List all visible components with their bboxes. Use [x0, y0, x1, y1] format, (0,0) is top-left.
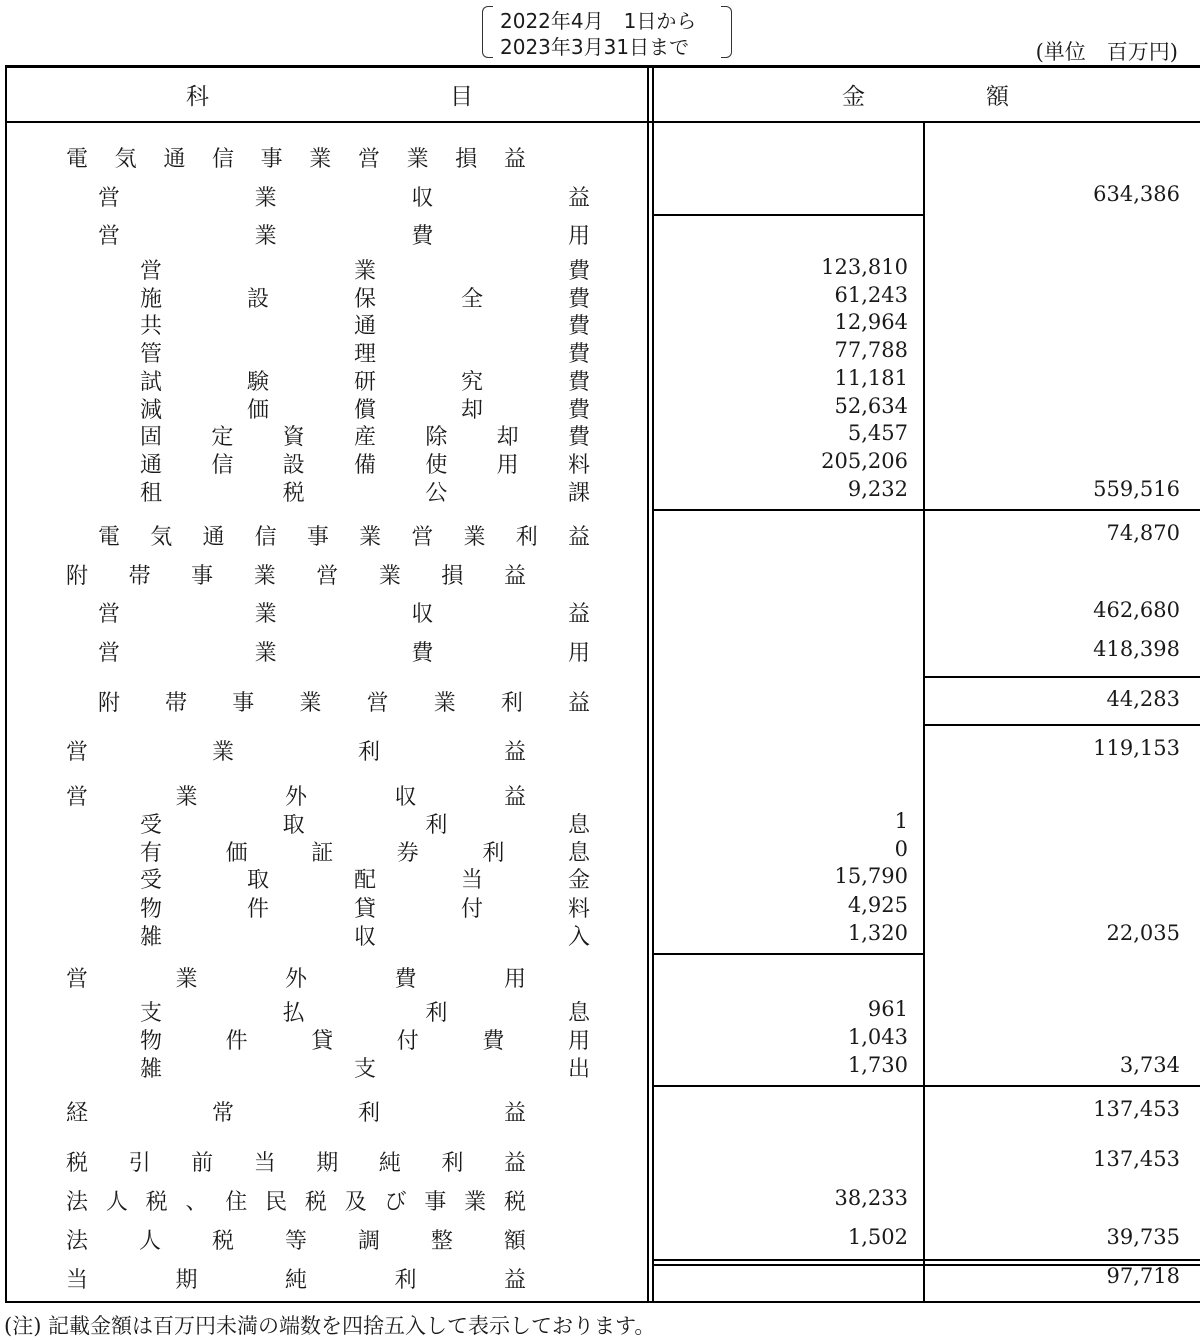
subtotal-rule [654, 1259, 1200, 1261]
row-label: 施 設 保 全 費 [140, 287, 590, 312]
row-amount-detail: 15,790 [834, 864, 908, 888]
row-label: 物 件 貸 付 費 用 [140, 1029, 590, 1054]
row-label: 租 税 公 課 [140, 481, 590, 506]
row-label: 雑 収 入 [140, 925, 590, 950]
row-label: 雑 支 出 [140, 1057, 590, 1082]
row-label: 附 帯 事 業 営 業 損 益 [66, 564, 526, 589]
row-amount-detail: 961 [867, 997, 908, 1021]
row-amount-detail: 52,634 [834, 394, 908, 418]
row-amount-detail: 77,788 [834, 338, 908, 362]
row-amount-detail: 12,964 [834, 310, 908, 334]
period-to: 2023年3月31日まで [500, 35, 690, 59]
row-label: 支 払 利 息 [140, 1001, 590, 1026]
header-amount-left: 金 [842, 84, 865, 110]
row-amount-total: 74,870 [1106, 521, 1180, 545]
column-divider [652, 65, 654, 1303]
period-from: 2022年4月 1日から [500, 9, 697, 33]
table-bottom-rule [5, 1301, 1200, 1303]
period-range [482, 4, 732, 60]
row-label: 営 業 外 費 用 [66, 967, 526, 992]
row-label: 通 信 設 備 使 用 料 [140, 453, 590, 478]
header-subject-right: 目 [450, 84, 473, 110]
row-label: 共 通 費 [140, 314, 590, 339]
row-amount-total: 137,453 [1093, 1097, 1180, 1121]
footnote: (注) 記載金額は百万円未満の端数を四捨五入して表示しております。 [4, 1314, 656, 1338]
row-label: 営 業 収 益 [98, 602, 590, 627]
row-amount-detail: 4,925 [847, 893, 908, 917]
row-label: 電 気 通 信 事 業 営 業 利 益 [98, 525, 590, 550]
row-amount-total: 634,386 [1093, 182, 1180, 206]
row-label: 試 験 研 究 費 [140, 370, 590, 395]
row-amount-total: 44,283 [1106, 687, 1180, 711]
amount-column-divider [923, 121, 925, 1303]
row-amount-total: 119,153 [1093, 736, 1180, 760]
row-amount-detail: 9,232 [847, 477, 908, 501]
row-label: 受 取 利 息 [140, 813, 590, 838]
row-amount-total: 462,680 [1093, 598, 1180, 622]
row-label: 経 常 利 益 [66, 1101, 526, 1126]
subtotal-rule [924, 676, 1200, 678]
subtotal-rule [654, 509, 1200, 511]
row-amount-total: 22,035 [1106, 921, 1180, 945]
row-amount-total: 3,734 [1119, 1053, 1180, 1077]
row-amount-total: 418,398 [1093, 637, 1180, 661]
row-amount-detail: 1,730 [847, 1053, 908, 1077]
row-label: 当 期 純 利 益 [66, 1268, 526, 1293]
subtotal-rule [654, 1085, 1200, 1087]
row-label: 減 価 償 却 費 [140, 398, 590, 423]
row-amount-detail: 205,206 [821, 449, 908, 473]
row-label: 営 業 利 益 [66, 740, 526, 765]
row-amount-detail: 1,043 [847, 1025, 908, 1049]
row-label: 電 気 通 信 事 業 営 業 損 益 [66, 147, 526, 172]
row-amount-total: 39,735 [1106, 1225, 1180, 1249]
row-amount-detail: 1 [894, 809, 908, 833]
row-label: 営 業 収 益 [98, 186, 590, 211]
header-amount-right: 額 [986, 84, 1009, 110]
row-amount-total: 137,453 [1093, 1147, 1180, 1171]
row-label: 受 取 配 当 金 [140, 868, 590, 893]
row-label: 固 定 資 産 除 却 費 [140, 425, 590, 450]
bracket-right [721, 6, 732, 58]
row-label: 税 引 前 当 期 純 利 益 [66, 1151, 526, 1176]
unit-label: (単位 百万円) [1035, 40, 1178, 64]
row-label: 営 業 費 用 [98, 641, 590, 666]
row-amount-detail: 1,502 [847, 1225, 908, 1249]
header-subject-left: 科 [186, 84, 209, 110]
row-label: 営 業 費 [140, 259, 590, 284]
row-amount-detail: 38,233 [834, 1186, 908, 1210]
row-label: 有 価 証 券 利 息 [140, 841, 590, 866]
subtotal-rule [924, 724, 1200, 726]
bracket-left [482, 6, 493, 58]
row-label: 法 人 税 等 調 整 額 [66, 1229, 526, 1254]
row-amount-detail: 0 [894, 837, 908, 861]
row-label: 営 業 費 用 [98, 224, 590, 249]
row-label: 物 件 貸 付 料 [140, 897, 590, 922]
header-rule [5, 121, 1200, 123]
row-amount-total: 97,718 [1106, 1264, 1180, 1288]
column-divider [647, 65, 649, 1303]
row-label: 法 人 税 、 住 民 税 及 び 事 業 税 [66, 1190, 526, 1215]
row-amount-detail: 11,181 [834, 366, 908, 390]
row-amount-total: 559,516 [1093, 477, 1180, 501]
row-amount-detail: 61,243 [834, 283, 908, 307]
row-amount-detail: 1,320 [847, 921, 908, 945]
row-amount-detail: 123,810 [821, 255, 908, 279]
row-label: 管 理 費 [140, 342, 590, 367]
subtotal-rule [654, 214, 924, 216]
row-label: 営 業 外 収 益 [66, 785, 526, 810]
row-amount-detail: 5,457 [847, 421, 908, 445]
subtotal-rule [654, 953, 924, 955]
row-label: 附 帯 事 業 営 業 利 益 [98, 691, 590, 716]
